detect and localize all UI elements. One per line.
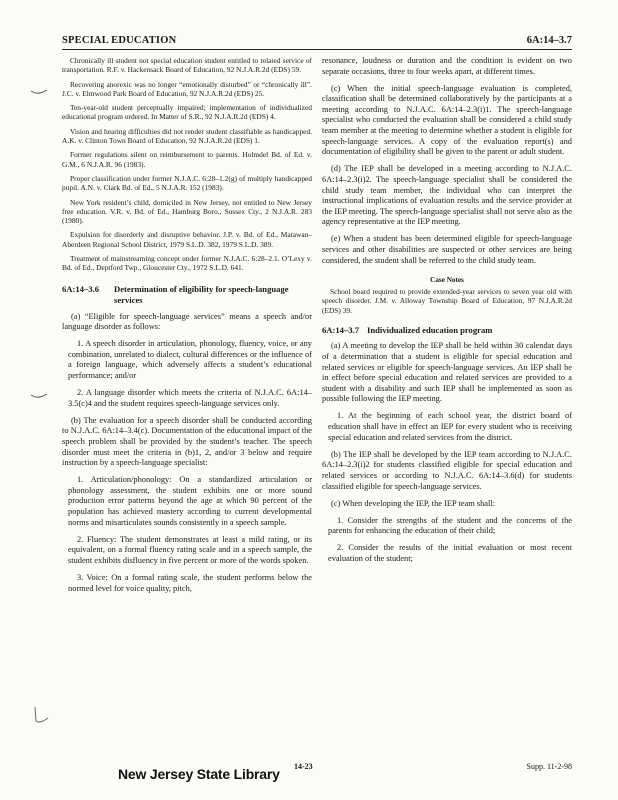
margin-check-mark	[30, 88, 48, 96]
case-note: Proper classification under former N.J.A.C. 6:28–1.2(g) of multiply handicapped pupil. A.N. v. Clark Bd. of Ed., 5 N.J.A.R. 152 (1983).	[62, 173, 312, 193]
paragraph-b2: 2. Fluency: The student demonstrates at least a mild rating, or its equivalent, on a formal fluency rating scale and in a speech sample, the student exhibits disfluency in five percent or more of the words spoken.	[68, 534, 312, 565]
paragraph-continued: resonance, loudness or duration and the condition is evident on two separate occasions, three to four weeks apart, at different times.	[322, 56, 572, 76]
paragraph-b: (b) The evaluation for a speech disorder shall be conducted according to N.J.A.C. 6A:14–3.4(c). Documentation of the educational impact of the speech problem shall be provided by the student’s teacher. The speech disorder must meet the criteria in (b)1, 2, and/or 3 below and require instruction by a speech-language specialist:	[62, 415, 312, 468]
paragraph-a: (a) “Eligible for speech-language services” means a speech and/or language disorder as follows:	[62, 311, 312, 332]
header-rule	[62, 49, 572, 50]
section-title: Determination of eligibility for speech-language services	[114, 284, 289, 305]
margin-check-mark	[30, 392, 48, 400]
margin-check-mark	[32, 706, 50, 726]
paragraph-e: (e) When a student has been determined eligible for speech-language services and other disabilities are suspected or other services are being considered, the student shall be referred to the child study team.	[322, 234, 572, 265]
paragraph-c: (c) When the initial speech-language evaluation is completed, classification shall be determined collaboratively by the participants at a meeting according to N.J.A.C. 6A:14–2.3(i)1. The speech-language specialist who conducted the evaluation shall be considered a child study team member at the meeting to determine whether a student is eligible for speech-language services. A copy of the evaluation report(s) and documentation of eligibility shall be given to the parent or adult student.	[322, 83, 572, 157]
case-note: Ten-year-old student perceptually impaired; implementation of individualized educational program ordered. In Matter of S.R., 92 N.J.A.R.2d (EDS) 4.	[62, 103, 312, 122]
case-note: Chronically ill student not special education student entitled to related service of transportation. R.F. v. Hackensack Board of Education, 92 N.J.A.R.2d (EDS) 59.	[62, 56, 312, 75]
paragraph-c2: 2. Consider the results of the initial evaluation or most recent evaluation of the student;	[328, 543, 572, 563]
paragraph-b3: 3. Voice: On a formal rating scale, the student performs below the normed level for voice quality, pitch,	[68, 573, 312, 593]
right-column	[322, 56, 572, 571]
case-note: School board required to provide extended-year services to seven year old with speech disorder. J.M. v. Alloway Township Board of Education, 97 N.J.A.R.2d (EDS) 39.	[322, 287, 572, 315]
paragraph-c1: 1. Consider the strengths of the student and the concerns of the parents for enhancing the education of their child;	[328, 515, 572, 536]
section-number: 6A:14–3.6	[62, 284, 99, 295]
left-column	[62, 56, 312, 601]
case-note: Vision and hearing difficulties did not render student classifiable as handicapped. A.K. v. Clinton Town Board of Education, 92 N.J.A.R.2d (EDS) 1.	[62, 126, 312, 145]
case-note: Expulsion for disorderly and disruptive behavior. J.P. v. Bd. of Ed., Matawan–Aberdeen Regional School District, 1979 S.L.D. 382, 1979 S.L.D. 389.	[62, 230, 312, 249]
case-note: Former regulations silent on reimbursement to parents. Holmdel Bd. of Ed. v. G.M., 6 N.J.A.R. 96 (1983).	[62, 150, 312, 169]
paragraph-a: (a) A meeting to develop the IEP shall be held within 30 calendar days of a determination that a student is eligible for special education and related services or eligible for speech-language services. An IEP shall be in effect before special education and related services are provided to a student with a disability and such IEP shall be implemented as soon as possible following the IEP meeting.	[322, 341, 572, 404]
paragraph-b: (b) The IEP shall be developed by the IEP team according to N.J.A.C. 6A:14–2.3(i)2 for students classified eligible for special education and related services or according to N.J.A.C. 6A:14–3.6(d) for students classified eligible for speech-language services.	[322, 449, 572, 491]
case-notes-heading: Case Notes	[430, 276, 464, 285]
section-title: Individualized education program	[367, 324, 493, 335]
section-heading-3-6	[62, 284, 312, 305]
running-head: SPECIAL EDUCATION	[62, 35, 177, 46]
library-watermark: New Jersey State Library	[118, 766, 280, 782]
page-number: 14-23	[294, 762, 313, 771]
paragraph-a2: 2. A language disorder which meets the criteria of N.J.A.C. 6A:14–3.5(c)4 and the student requires speech-language services only.	[68, 388, 312, 408]
section-range: 6A:14–3.7	[526, 35, 572, 46]
section-number: 6A:14–3.7	[322, 324, 359, 335]
section-heading-3-7	[322, 325, 572, 336]
case-note: Recovering anorexic was no longer “emotionally disturbed” or “chronically ill”. J.C. v. Elmwood Park Board of Education, 92 N.J.A.R.2d (EDS) 25.	[62, 79, 312, 98]
paragraph-b1: 1. Articulation/phonology: On a standardized articulation or phonology assessment, the student exhibits one or more sound production error patterns beyond the age at which 90 percent of the population has achieved mastery according to current developmental norms and misarticulates sounds consistently in a speech sample.	[68, 475, 312, 527]
paragraph-a1: 1. At the beginning of each school year, the district board of education shall have in effect an IEP for every student who is receiving special education and related services from the district.	[328, 411, 572, 442]
paragraph-d: (d) The IEP shall be developed in a meeting according to N.J.A.C. 6A:14–2.3(i)2. The speech-language specialist shall be considered the child study team member, the individual who can interpret the instructional implications of evaluation results and the service provider at the IEP meeting. The speech-language specialist shall not serve also as the agency representative at the IEP meeting.	[322, 164, 572, 227]
supplement-date: Supp. 11-2-98	[526, 762, 572, 771]
paragraph-c: (c) When developing the IEP, the IEP team shall:	[331, 498, 495, 508]
paragraph-a1: 1. A speech disorder in articulation, phonology, fluency, voice, or any combination, unrelated to dialect, cultural differences or the influence of a foreign language, which adversely affects a student’s educational performance; and/or	[68, 339, 312, 381]
case-note: New York resident’s child, domiciled in New Jersey, not entitled to New Jersey free education. V.R. v. Bd. of Ed., Hamburg Boro., Sussex Cty., 2 N.J.A.R. 283 (1980).	[62, 197, 312, 225]
case-note: Treatment of mainstreaming concept under former N.J.A.C. 6:28–2.1. O’Lexy v. Bd. of Ed., Deptford Twp., Gloucester Cty., 1972 S.L.D. 641.	[62, 253, 312, 273]
